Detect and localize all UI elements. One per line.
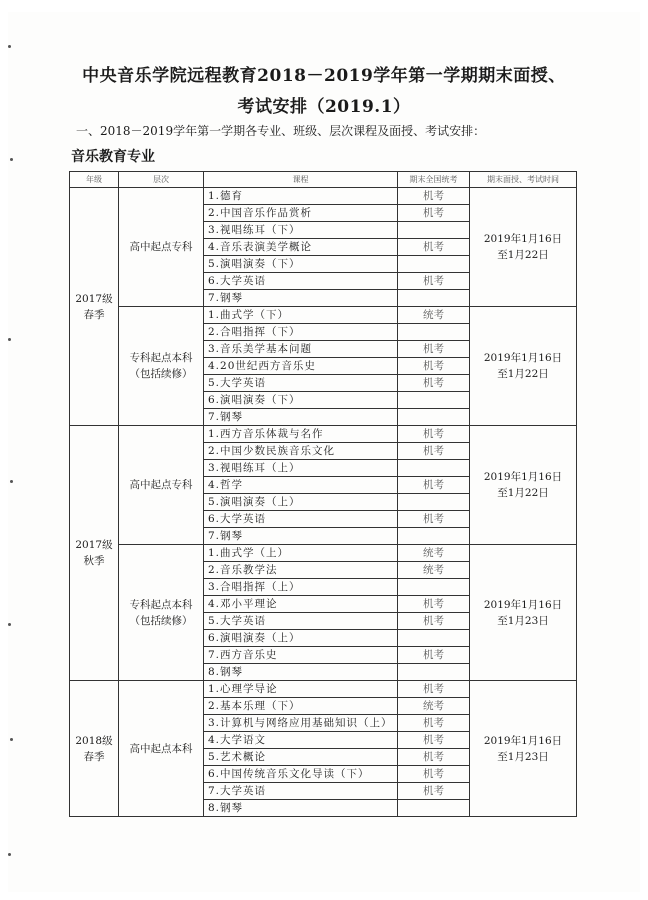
exam-time-cell: 2019年1月16日 至1月22日 (470, 307, 577, 426)
course-cell: 5.大学英语 (204, 613, 398, 630)
exam-mode-cell: 机考 (398, 613, 470, 630)
col-header-exam-mode: 期末全国统考 (398, 172, 470, 188)
course-cell: 8.钢琴 (204, 800, 398, 817)
exam-mode-cell: 机考 (398, 715, 470, 732)
exam-mode-cell: 机考 (398, 749, 470, 766)
table-header-row (70, 172, 577, 188)
exam-mode-cell: 机考 (398, 596, 470, 613)
course-cell: 7.钢琴 (204, 528, 398, 545)
exam-mode-cell (398, 460, 470, 477)
exam-mode-cell (398, 800, 470, 817)
exam-mode-cell: 机考 (398, 511, 470, 528)
grade-cell: 2017级 秋季 (70, 426, 119, 681)
table-row (70, 681, 577, 698)
course-cell: 2.音乐教学法 (204, 562, 398, 579)
exam-mode-cell (398, 256, 470, 273)
exam-mode-cell: 机考 (398, 766, 470, 783)
exam-mode-cell: 机考 (398, 426, 470, 443)
scan-speck (8, 45, 11, 48)
exam-mode-cell: 机考 (398, 188, 470, 205)
exam-mode-cell: 机考 (398, 647, 470, 664)
level-cell: 专科起点本科 （包括续修） (119, 545, 204, 681)
document-title-line-1: 中央音乐学院远程教育2018－2019学年第一学期期末面授、 (82, 66, 566, 86)
table-row (70, 188, 577, 205)
exam-mode-cell: 统考 (398, 562, 470, 579)
course-cell: 3.视唱练耳（下） (204, 222, 398, 239)
exam-mode-cell (398, 579, 470, 596)
exam-mode-cell: 机考 (398, 732, 470, 749)
grade-cell: 2017级 春季 (70, 188, 119, 426)
course-cell: 6.大学英语 (204, 511, 398, 528)
section-heading: 音乐教育专业 (71, 149, 155, 165)
exam-mode-cell: 机考 (398, 375, 470, 392)
course-cell: 4.大学语文 (204, 732, 398, 749)
course-cell: 7.大学英语 (204, 783, 398, 800)
exam-mode-cell (398, 324, 470, 341)
col-header-course: 课程 (204, 172, 398, 188)
scan-speck (8, 623, 11, 626)
intro-paragraph: 一、2018－2019学年第一学期各专业、班级、层次课程及面授、考试安排： (76, 124, 486, 138)
course-cell: 3.计算机与网络应用基础知识（上） (204, 715, 398, 732)
course-cell: 7.西方音乐史 (204, 647, 398, 664)
exam-mode-cell: 统考 (398, 698, 470, 715)
col-header-exam-time: 期末面授、考试时间 (470, 172, 577, 188)
level-cell: 高中起点本科 (119, 681, 204, 817)
exam-time-cell: 2019年1月16日 至1月22日 (470, 426, 577, 545)
course-cell: 2.中国音乐作品赏析 (204, 205, 398, 222)
course-cell: 4.邓小平理论 (204, 596, 398, 613)
exam-mode-cell (398, 664, 470, 681)
document-title-line-2: 考试安排（2019.1） (237, 97, 411, 117)
course-cell: 7.钢琴 (204, 290, 398, 307)
course-cell: 3.视唱练耳（上） (204, 460, 398, 477)
table-row (70, 545, 577, 562)
scan-speck (10, 480, 13, 483)
exam-mode-cell: 机考 (398, 783, 470, 800)
table-row (70, 426, 577, 443)
schedule-body (70, 188, 577, 817)
exam-mode-cell (398, 409, 470, 426)
level-cell: 高中起点专科 (119, 426, 204, 545)
scan-speck (10, 738, 13, 741)
exam-mode-cell (398, 392, 470, 409)
exam-mode-cell: 机考 (398, 205, 470, 222)
exam-mode-cell: 机考 (398, 273, 470, 290)
course-cell: 2.基本乐理（下） (204, 698, 398, 715)
course-cell: 1.曲式学（下） (204, 307, 398, 324)
level-cell: 专科起点本科 （包括续修） (119, 307, 204, 426)
course-cell: 5.大学英语 (204, 375, 398, 392)
exam-mode-cell: 机考 (398, 443, 470, 460)
course-cell: 5.演唱演奏（下） (204, 256, 398, 273)
course-cell: 7.钢琴 (204, 409, 398, 426)
exam-mode-cell: 统考 (398, 307, 470, 324)
exam-time-cell: 2019年1月16日 至1月23日 (470, 545, 577, 681)
course-cell: 4.哲学 (204, 477, 398, 494)
exam-mode-cell (398, 528, 470, 545)
exam-mode-cell: 统考 (398, 545, 470, 562)
course-cell: 1.曲式学（上） (204, 545, 398, 562)
course-cell: 5.艺术概论 (204, 749, 398, 766)
schedule-table (69, 171, 577, 817)
course-cell: 1.心理学导论 (204, 681, 398, 698)
table-row (70, 307, 577, 324)
grade-cell: 2018级 春季 (70, 681, 119, 817)
course-cell: 3.音乐美学基本问题 (204, 341, 398, 358)
exam-mode-cell (398, 222, 470, 239)
course-cell: 6.中国传统音乐文化导读（下） (204, 766, 398, 783)
course-cell: 2.中国少数民族音乐文化 (204, 443, 398, 460)
exam-mode-cell (398, 290, 470, 307)
course-cell: 5.演唱演奏（上） (204, 494, 398, 511)
exam-mode-cell: 机考 (398, 239, 470, 256)
course-cell: 3.合唱指挥（上） (204, 579, 398, 596)
scan-speck (8, 853, 11, 856)
scan-speck (10, 158, 13, 161)
exam-time-cell: 2019年1月16日 至1月22日 (470, 188, 577, 307)
course-cell: 2.合唱指挥（下） (204, 324, 398, 341)
col-header-grade: 年级 (70, 172, 119, 188)
course-cell: 1.西方音乐体裁与名作 (204, 426, 398, 443)
col-header-level: 层次 (119, 172, 204, 188)
course-cell: 6.大学英语 (204, 273, 398, 290)
exam-mode-cell: 机考 (398, 358, 470, 375)
course-cell: 1.德育 (204, 188, 398, 205)
course-cell: 4.音乐表演美学概论 (204, 239, 398, 256)
exam-mode-cell: 机考 (398, 341, 470, 358)
course-cell: 8.钢琴 (204, 664, 398, 681)
exam-mode-cell: 机考 (398, 477, 470, 494)
exam-time-cell: 2019年1月16日 至1月23日 (470, 681, 577, 817)
exam-mode-cell: 机考 (398, 681, 470, 698)
level-cell: 高中起点专科 (119, 188, 204, 307)
exam-mode-cell (398, 630, 470, 647)
scan-speck (8, 338, 11, 341)
course-cell: 6.演唱演奏（上） (204, 630, 398, 647)
course-cell: 4.20世纪西方音乐史 (204, 358, 398, 375)
course-cell: 6.演唱演奏（下） (204, 392, 398, 409)
exam-mode-cell (398, 494, 470, 511)
